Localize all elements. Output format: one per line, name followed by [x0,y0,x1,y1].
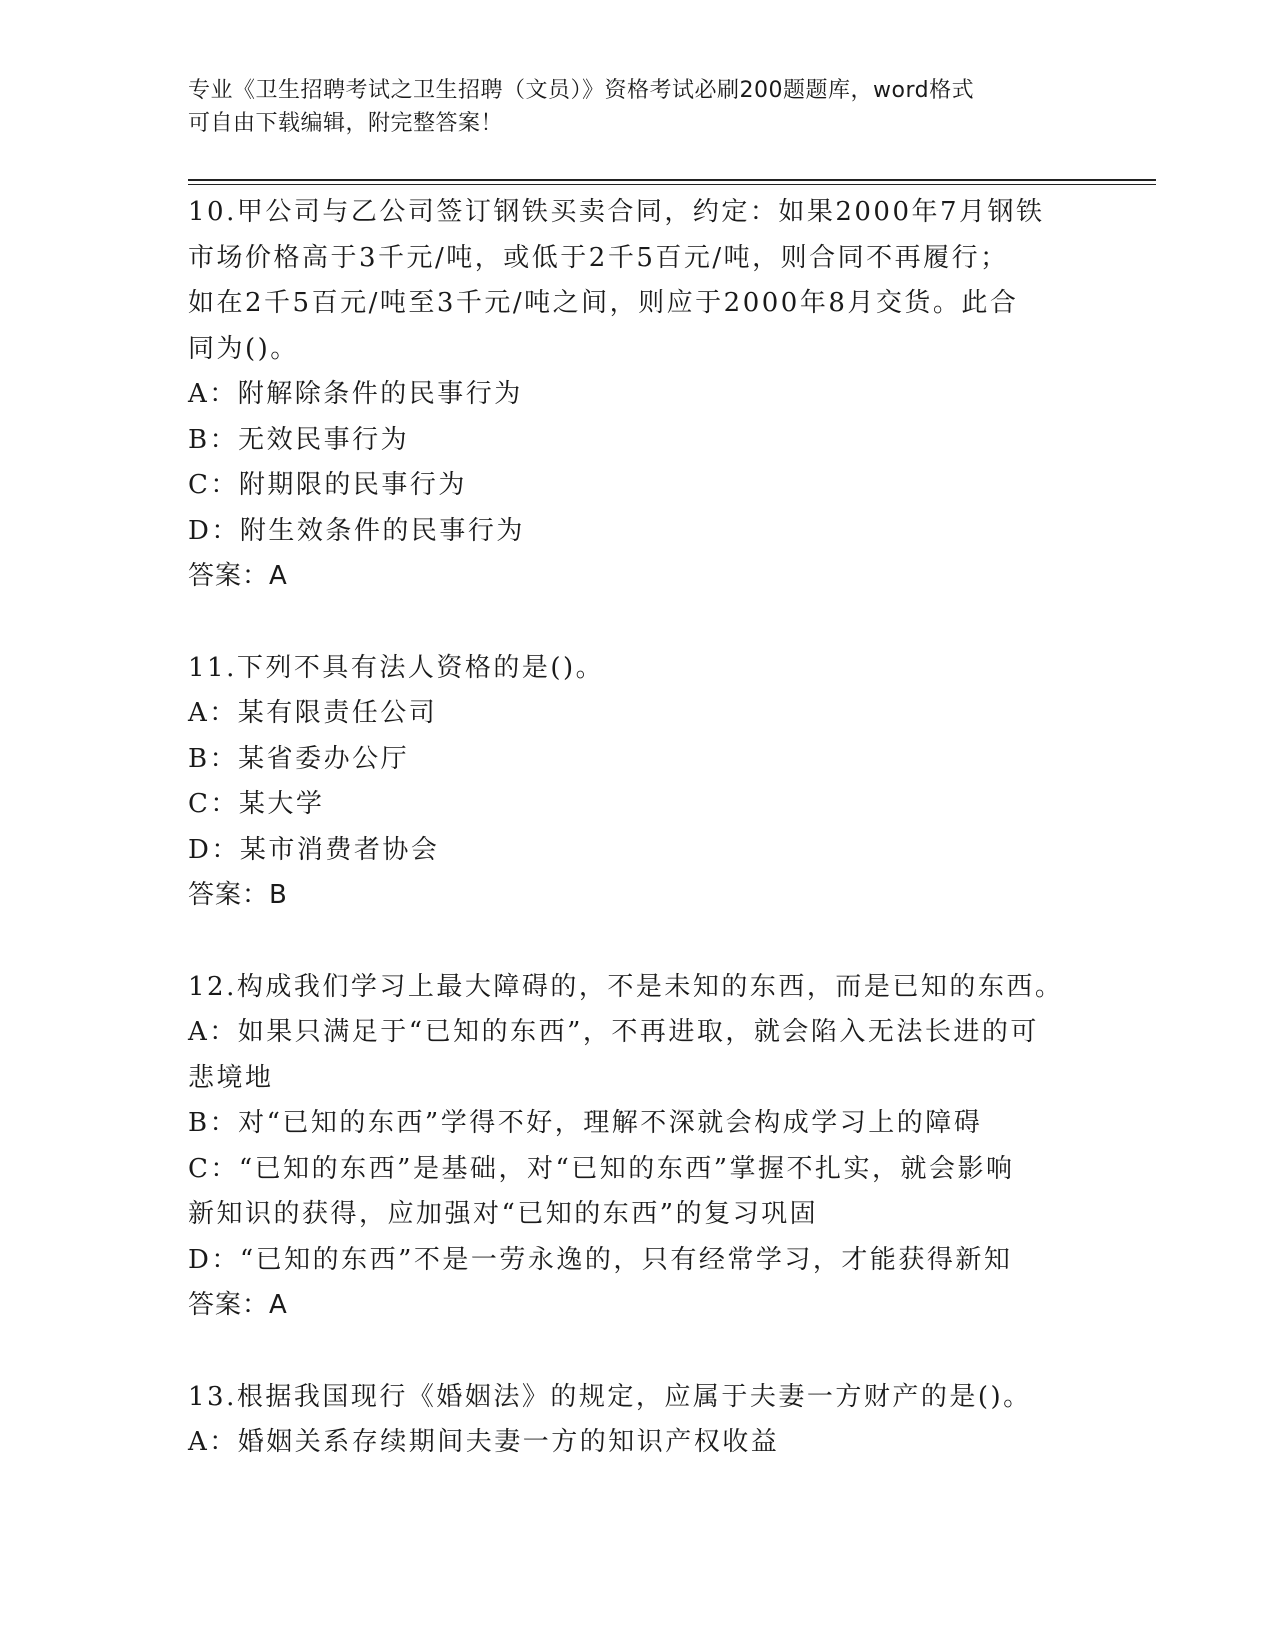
answer-label: 答案：A [188,561,288,591]
option-c: C：某大学 [188,789,325,819]
answer-label: 答案：B [188,880,288,910]
question-stem: 同为()。 [188,333,299,364]
question-stem: 11.下列不具有法人资格的是()。 [188,652,605,683]
header-divider-thin [188,184,1156,185]
question-stem: 10.甲公司与乙公司签订钢铁买卖合同，约定：如果2000年7月钢铁 [188,197,1045,227]
option-a-continued: 悲境地 [188,1062,274,1093]
option-a: A：某有限责任公司 [188,698,438,728]
document-header [188,74,1088,140]
question-stem: 13.根据我国现行《婚姻法》的规定，应属于夫妻一方财产的是()。 [188,1381,1032,1412]
option-b: B：无效民事行为 [188,424,410,455]
question-11 [188,646,1088,919]
option-a: A：婚姻关系存续期间夫妻一方的知识产权收益 [188,1427,780,1457]
header-divider [188,179,1156,181]
question-stem: 12.构成我们学习上最大障碍的，不是未知的东西，而是已知的东西。 [188,971,1064,1002]
question-10 [188,190,1088,600]
answer-label: 答案：A [188,1290,288,1320]
option-b: B：某省委办公厅 [188,743,410,774]
option-c-continued: 新知识的获得，应加强对“已知的东西”的复习巩固 [188,1199,819,1229]
option-b: B：对“已知的东西”学得不好，理解不深就会构成学习上的障碍 [188,1108,983,1138]
question-12 [188,965,1088,1329]
option-c: C：“已知的东西”是基础，对“已知的东西”掌握不扎实，就会影响 [188,1153,1015,1184]
option-c: C：附期限的民事行为 [188,470,467,500]
option-d: D：附生效条件的民事行为 [188,515,525,546]
question-list [188,190,1088,1466]
question-13 [188,1375,1088,1466]
header-line: 专业《卫生招聘考试之卫生招聘（文员）》资格考试必刷200题题库，word格式 [188,78,975,103]
option-d: D：某市消费者协会 [188,834,440,865]
option-d: D：“已知的东西”不是一劳永逸的，只有经常学习，才能获得新知 [188,1244,1013,1275]
question-stem: 市场价格高于3千元/吨，或低于2千5百元/吨，则合同不再履行； [188,242,1009,273]
header-line: 可自由下载编辑，附完整答案！ [188,111,504,136]
question-stem: 如在2千5百元/吨至3千元/吨之间，则应于2000年8月交货。此合 [188,288,1019,318]
option-a: A：附解除条件的民事行为 [188,379,523,409]
option-a: A：如果只满足于“已知的东西”，不再进取，就会陷入无法长进的可 [188,1017,1039,1047]
